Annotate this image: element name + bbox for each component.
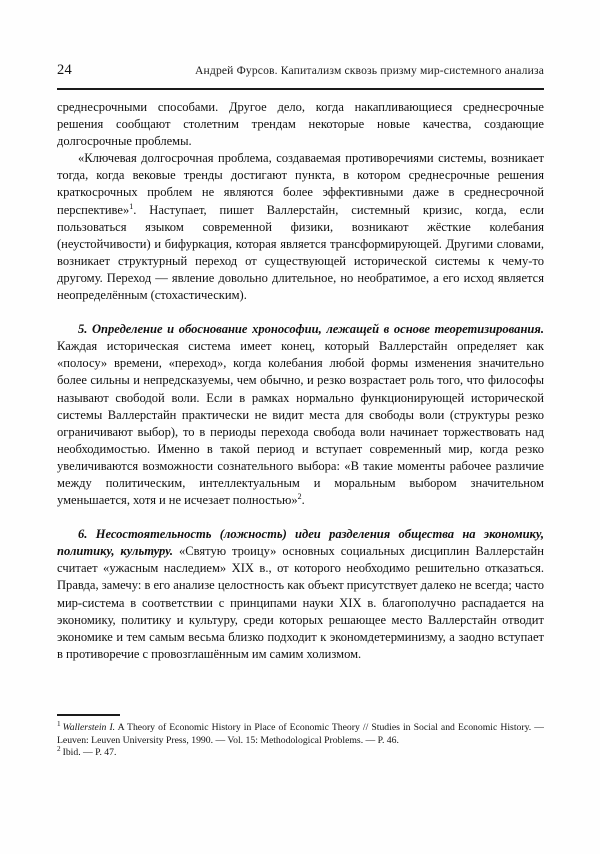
footnote-separator-rule	[57, 714, 120, 716]
footnote-citation: Ibid. — P. 47.	[62, 747, 117, 759]
running-head	[57, 62, 544, 79]
footnote-number: 2	[57, 744, 61, 753]
paragraph-section-5	[57, 321, 544, 509]
section-heading-5: 5. Определение и обоснование хронософии, лежащей в основе теоретизирования.	[78, 322, 544, 337]
section-5-text-after-note: .	[301, 493, 305, 508]
paragraph-text-before-note: «Ключевая долгосрочная проблема, создаваемая противоречиями системы, возникает тогда, когда вековые тренды достигают пункта, в котором среднесрочные решения краткосрочных проблем не являются более эффективными даже в среднесрочной перспективе»	[57, 151, 544, 217]
footnotes-block	[57, 719, 544, 760]
paragraph-quote-wallerstein	[57, 150, 544, 304]
section-heading-6: 6. Несостоятельность (ложность) идеи разделения общества на экономику, политику, культуру.	[57, 527, 544, 559]
paragraph-text: среднесрочными способами. Другое дело, когда накапливающиеся среднесрочные решения сообщают столетним трендам некоторые новые качества, создающие долгосрочные проблемы.	[57, 100, 544, 149]
section-6-text: «Святую троицу» основных социальных дисциплин Валлерстайн считает «ужасным наследием» XIX в., от которого необходимо решительно отказаться. Правда, замечу: в его анализе целостность как объект присутствует далеко не всегда; часто мир-система в соответствии с принципами науки XIX в. благополучно распадается на экономику, политику и культуру, среди которых решающее место Валлерстайн отводит экономике и тем самым весьма близко подходит к экономдетерминизму, а заодно вступает в противоречие с провозглашённым им самим холизмом.	[57, 544, 544, 661]
paragraph-text-after-note: . Наступает, пишет Валлерстайн, системный кризис, когда, если пользоваться языком современной физики, возникают жёсткие колебания (неустойчивости) и бифуркация, которая является трансформирующей. Другими словами, возникает структурный переход от существующей исторической системы к чему-то другому. Переход — явление довольно длительное, но необратимое, а его исход является неопределённым (стохастическим).	[57, 202, 544, 303]
section-5-text-before-note: Каждая историческая система имеет конец, который Валлерстайн определяет как «полосу» времени, «переход», когда колебания любой формы изменения значительно более сильны и непредсказуемы, чем обычно, и резко возрастает роль того, что философы называют свободой воли. Если в рамках нормально функционирующей исторической системы Валлерстайн практически не видит места для свободы воли (структуры резко ограничивают выбор), то в периоды перехода свобода воли начинает торжествовать над необходимостью. Именно в такой период и вступает современный мир, когда резко увеличиваются возможности сознательного выбора: «В такие моменты рабочее различие между политическим, интеллектуальным и моральным выбором значительном уменьшается, хотя и не исчезает полностью»	[57, 339, 544, 508]
footnote-item	[57, 719, 544, 747]
footnote-author: Wallerstein I.	[62, 722, 116, 733]
footnote-number: 1	[57, 719, 61, 728]
footnote-citation: A Theory of Economic History in Place of Economic Theory // Studies in Social and Economic History. — Leuven: Leuven University Press, 1990. — Vol. 15: Methodological Problems. — P. 46.	[57, 722, 544, 746]
body-text-column	[57, 99, 544, 663]
footnote-marker-2[interactable]: 2	[297, 491, 302, 501]
footnote-item	[57, 744, 544, 760]
paragraph-section-6	[57, 526, 544, 663]
header-rule	[57, 88, 544, 90]
paragraph-continued	[57, 99, 544, 150]
footnote-marker-1[interactable]: 1	[129, 201, 134, 211]
page-number: 24	[57, 62, 72, 78]
running-title: Андрей Фурсов. Капитализм сквозь призму мир-системного анализа	[195, 64, 544, 77]
